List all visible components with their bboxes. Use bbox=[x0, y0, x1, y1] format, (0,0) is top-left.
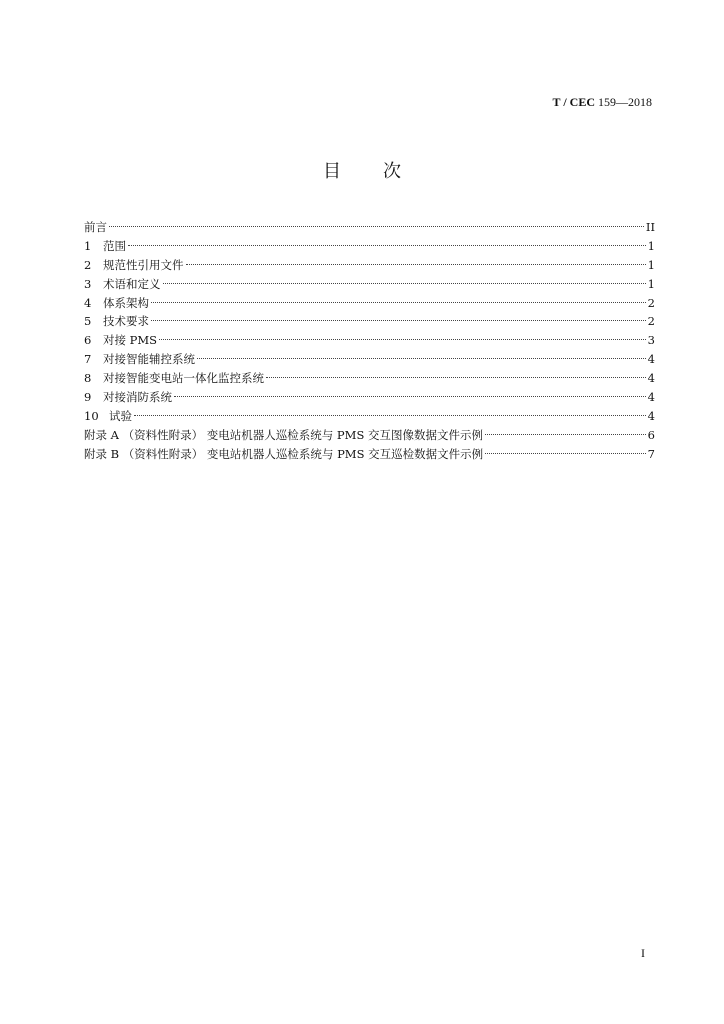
toc-leader bbox=[151, 302, 646, 303]
toc-entry-number: 2 bbox=[84, 257, 92, 272]
toc-leader bbox=[159, 339, 646, 340]
toc-entry-text: 对接消防系统 bbox=[103, 390, 172, 405]
toc-entry-page: 4 bbox=[647, 390, 655, 405]
toc-entry-3[interactable] bbox=[84, 275, 655, 294]
toc-leader bbox=[485, 434, 646, 435]
toc-entry-number: 8 bbox=[84, 371, 92, 386]
toc-leader bbox=[163, 283, 646, 284]
toc-entry-text: 对接智能变电站一体化监控系统 bbox=[103, 371, 264, 386]
toc-entry-9[interactable] bbox=[84, 388, 655, 407]
toc-leader bbox=[186, 264, 646, 265]
toc-entry-5[interactable] bbox=[84, 312, 655, 331]
toc-entry-appendix-a[interactable] bbox=[84, 426, 655, 445]
toc-entry-text: 术语和定义 bbox=[103, 276, 161, 291]
standard-number: 159—2018 bbox=[595, 95, 652, 109]
toc-entry-number: 4 bbox=[84, 295, 92, 310]
toc-entry-page: 1 bbox=[647, 276, 655, 291]
toc-entry-text: 附录 A （资料性附录） 变电站机器人巡检系统与 PMS 交互图像数据文件示例 bbox=[84, 427, 483, 442]
toc-entry-text: 对接智能辅控系统 bbox=[103, 352, 195, 367]
table-of-contents bbox=[84, 218, 655, 464]
toc-entry-number: 6 bbox=[84, 333, 92, 348]
toc-leader bbox=[174, 396, 646, 397]
toc-leader bbox=[134, 415, 646, 416]
toc-entry-foreword[interactable] bbox=[84, 218, 655, 237]
toc-entry-page: II bbox=[645, 220, 655, 234]
toc-entry-page: 4 bbox=[647, 371, 655, 386]
toc-entry-number: 3 bbox=[84, 276, 92, 291]
toc-leader bbox=[485, 453, 646, 454]
toc-entry-4[interactable] bbox=[84, 294, 655, 313]
toc-entry-2[interactable] bbox=[84, 256, 655, 275]
toc-entry-page: 3 bbox=[647, 333, 655, 348]
toc-entry-text: 技术要求 bbox=[103, 314, 149, 329]
toc-entry-number: 1 bbox=[84, 238, 92, 253]
toc-entry-7[interactable] bbox=[84, 350, 655, 369]
toc-entry-text: 试验 bbox=[109, 408, 132, 423]
toc-entry-page: 2 bbox=[647, 314, 655, 329]
toc-entry-page: 1 bbox=[647, 238, 655, 253]
toc-title-part1: 目 bbox=[323, 161, 341, 182]
toc-entry-page: 4 bbox=[647, 352, 655, 367]
toc-entry-number: 9 bbox=[84, 390, 92, 405]
toc-leader bbox=[109, 226, 644, 227]
toc-entry-text: 对接 PMS bbox=[103, 333, 158, 348]
toc-entry-1[interactable] bbox=[84, 237, 655, 256]
toc-entry-number: 10 bbox=[84, 408, 99, 423]
document-code bbox=[553, 95, 652, 110]
toc-entry-page: 1 bbox=[647, 257, 655, 272]
toc-entry-text: 规范性引用文件 bbox=[103, 257, 184, 272]
toc-entry-10[interactable] bbox=[84, 407, 655, 426]
standard-prefix: T / CEC bbox=[552, 95, 595, 109]
toc-entry-text: 体系架构 bbox=[103, 295, 149, 310]
toc-leader bbox=[266, 377, 646, 378]
toc-title bbox=[0, 157, 724, 183]
page-number: I bbox=[641, 946, 645, 960]
toc-leader bbox=[197, 358, 646, 359]
toc-entry-page: 6 bbox=[647, 427, 655, 442]
toc-entry-6[interactable] bbox=[84, 331, 655, 350]
toc-entry-page: 2 bbox=[647, 295, 655, 310]
toc-leader bbox=[151, 320, 646, 321]
toc-entry-number: 5 bbox=[84, 314, 92, 329]
toc-entry-page: 7 bbox=[647, 446, 655, 461]
toc-entry-8[interactable] bbox=[84, 369, 655, 388]
toc-entry-text: 前言 bbox=[84, 220, 107, 234]
toc-leader bbox=[128, 245, 646, 246]
toc-entry-number: 7 bbox=[84, 352, 92, 367]
toc-title-part2: 次 bbox=[383, 161, 401, 182]
toc-entry-page: 4 bbox=[647, 408, 655, 423]
toc-entry-appendix-b[interactable] bbox=[84, 445, 655, 464]
toc-entry-text: 范围 bbox=[103, 238, 126, 253]
toc-entry-text: 附录 B （资料性附录） 变电站机器人巡检系统与 PMS 交互巡检数据文件示例 bbox=[84, 446, 484, 461]
